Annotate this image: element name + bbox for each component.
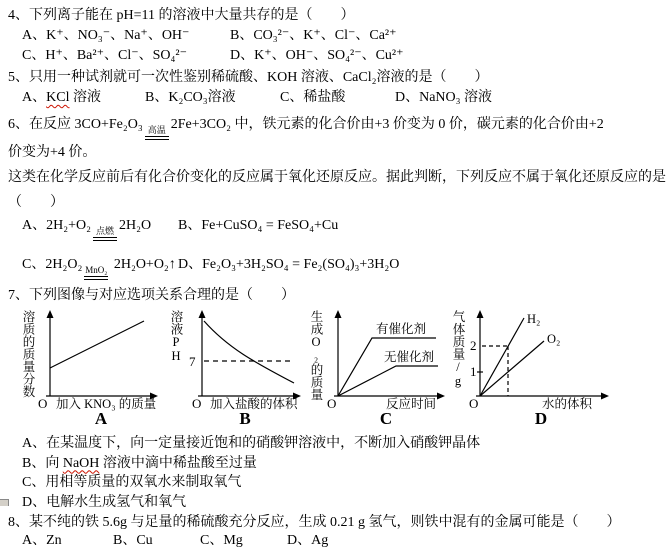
q7-option-b	[22, 454, 612, 474]
question-6-stem-line-1	[8, 112, 612, 165]
origin-label: O	[469, 396, 479, 411]
q6-option-a-pre: A、2H₂+O₂	[22, 218, 91, 233]
question-7-graphs	[20, 308, 612, 428]
q6-option-a-post: 2H₂O	[119, 218, 152, 233]
q6-option-d: D、Fe₂O₃+3H₂SO₄ = Fe₂(SO₄)₃+3H₂O	[178, 257, 400, 272]
graph-c-xlabel: 反应时间	[386, 397, 437, 411]
q6-stem-pre: 6、在反应 3CO+Fe₂O₃	[8, 117, 143, 132]
graph-a-plot	[36, 308, 164, 410]
q7-option-b-underlined: NaOH	[62, 455, 100, 471]
o2-line	[480, 341, 544, 396]
graph-a-ylabel: 溶质的质量分数	[21, 310, 35, 398]
q5-option-c: C、稀盐酸	[280, 90, 346, 105]
q7-option-d: D、电解水生成氢气和氧气	[22, 494, 187, 510]
y-axis-arrow	[199, 310, 206, 318]
graph-b-letter: B	[239, 409, 251, 428]
graph-a-letter: A	[94, 409, 108, 428]
question-6-options-row-2	[22, 255, 612, 280]
graph-c-plot	[324, 308, 450, 410]
window-corner-fragment	[0, 499, 9, 506]
x-axis-arrow	[601, 393, 609, 400]
graph-d-letter: D	[534, 409, 548, 428]
with-catalyst-label: 有催化剂	[376, 322, 427, 336]
q4-option-b: B、CO₃²⁻、K⁺、Cl⁻、Ca²⁺	[230, 28, 397, 43]
q8-option-d: D、Ag	[287, 533, 329, 548]
solute-fraction-line	[50, 321, 144, 368]
without-catalyst-label: 无催化剂	[384, 350, 435, 364]
q6-option-c	[22, 255, 178, 280]
question-4-stem: 4、下列离子能在 pH=11 的溶液中大量共存的是（ ）	[8, 8, 355, 23]
q6-reaction-condition	[145, 126, 169, 140]
question-5-options-row	[22, 88, 612, 108]
x-axis-arrow	[437, 393, 445, 400]
q4-option-d: D、K⁺、OH⁻、SO₄²⁻、Cu²⁺	[230, 48, 404, 63]
question-4-options-row-1	[22, 26, 612, 46]
question-5	[8, 68, 612, 108]
h2-label: H₂	[527, 312, 541, 326]
q8-option-c: C、Mg	[200, 533, 243, 548]
q5-option-a-suffix: 溶液	[69, 90, 101, 105]
graph-d-plot	[466, 308, 616, 410]
q6-option-c-pre: C、2H₂O₂	[22, 257, 83, 272]
graph-d-ytick-2: 2	[470, 338, 477, 353]
graph-a	[20, 308, 168, 428]
y-axis-arrow	[47, 310, 54, 318]
origin-label: O	[38, 396, 48, 411]
graph-d-ytick-1: 1	[470, 364, 477, 379]
q4-option-a: A、K⁺、NO₃⁻、Na⁺、OH⁻	[22, 28, 190, 43]
o2-label: O₂	[547, 332, 561, 346]
graph-b-plot	[184, 308, 306, 410]
y-axis-arrow	[335, 310, 342, 318]
graph-a-xlabel: 加入 KNO₃ 的质量	[56, 397, 157, 411]
graph-b	[168, 308, 308, 428]
q7-option-a: A、在某温度下，向一定量接近饱和的硝酸钾溶液中，不断加入硝酸钾晶体	[22, 436, 481, 451]
question-6-options-row-1	[22, 216, 612, 241]
q6-stem-post: 2Fe+3CO₂ 中，铁元素的化合价由+3 价变为 0 价，碳元素的化合价由+2 价变为+4 价。	[8, 117, 604, 160]
question-7-options	[22, 434, 612, 512]
q6-option-a-condition	[93, 227, 117, 241]
graph-b-ytick-7: 7	[189, 354, 196, 369]
q6-option-c-post: 2H₂O+O₂↑	[110, 257, 176, 272]
graph-d	[450, 308, 618, 428]
q8-option-b: B、Cu	[113, 533, 153, 548]
h2-line	[480, 318, 524, 396]
q7-option-c: C、用相等质量的双氧水来制取氧气	[22, 475, 242, 490]
q8-option-a: A、Zn	[22, 533, 62, 548]
graph-c-letter: C	[379, 409, 393, 428]
q5-option-a	[22, 88, 145, 108]
double-equals-line	[84, 276, 108, 280]
q6-option-b: B、Fe+CuSO₄ = FeSO₄+Cu	[178, 218, 339, 233]
graph-b-ylabel: 溶液PH	[169, 310, 183, 363]
q6-option-a	[22, 216, 178, 241]
q4-option-c: C、H⁺、Ba²⁺、Cl⁻、SO₄²⁻	[22, 48, 187, 63]
q7-option-b-prefix: B、向	[22, 455, 63, 471]
question-7	[8, 286, 612, 512]
double-equals-line	[93, 237, 117, 241]
q6-option-c-condition-text: MnO₂	[85, 265, 108, 275]
q6-condition-text: 高温	[147, 125, 166, 135]
question-5-stem: 5、只用一种试剂就可一次性鉴别稀硫酸、KOH 溶液、CaCl₂溶液的是（ ）	[8, 70, 489, 85]
double-equals-line	[145, 136, 169, 140]
y-axis-arrow	[477, 310, 484, 318]
q5-option-a-underlined: KCl	[46, 90, 70, 105]
question-6-stem-line-3: （ ）	[8, 195, 64, 210]
graph-d-xlabel: 水的体积	[542, 397, 593, 411]
q5-option-d: D、NaNO₃ 溶液	[395, 90, 493, 105]
graph-d-ylabel: 气体质量/g	[451, 310, 465, 388]
question-6-stem-line-2: 这类在化学反应前后有化合价变化的反应属于氧化还原反应。据此判断，下列反应不属于氧化还原反应的是	[8, 170, 666, 185]
question-8-stem: 8、某不纯的铁 5.6g 与足量的稀硫酸充分反应，生成 0.21 g 氢气，则铁中混有的金属可能是（ ）	[8, 515, 621, 530]
question-8-options-row	[22, 532, 612, 550]
q5-option-b: B、K₂CO₃溶液	[145, 90, 236, 105]
question-8	[8, 513, 621, 550]
question-4	[8, 6, 612, 66]
question-4-options-row-2	[22, 46, 612, 66]
origin-label: O	[192, 396, 202, 411]
q6-option-c-condition	[84, 266, 108, 280]
ph-curve	[204, 321, 294, 383]
q6-option-a-condition-text: 点燃	[95, 226, 114, 236]
graph-c	[308, 308, 450, 428]
origin-label: O	[327, 396, 337, 411]
q7-option-b-suffix: 溶液中滴中稀盐酸至过量	[99, 455, 257, 471]
question-7-stem: 7、下列图像与对应选项关系合理的是（ ）	[8, 288, 295, 303]
with-catalyst-line	[338, 338, 436, 396]
graph-b-xlabel: 加入盐酸的体积	[210, 397, 298, 411]
question-6	[8, 112, 666, 280]
q5-option-a-prefix: A、	[22, 90, 47, 105]
graph-c-ylabel: 生成O₂的质量	[309, 310, 323, 401]
